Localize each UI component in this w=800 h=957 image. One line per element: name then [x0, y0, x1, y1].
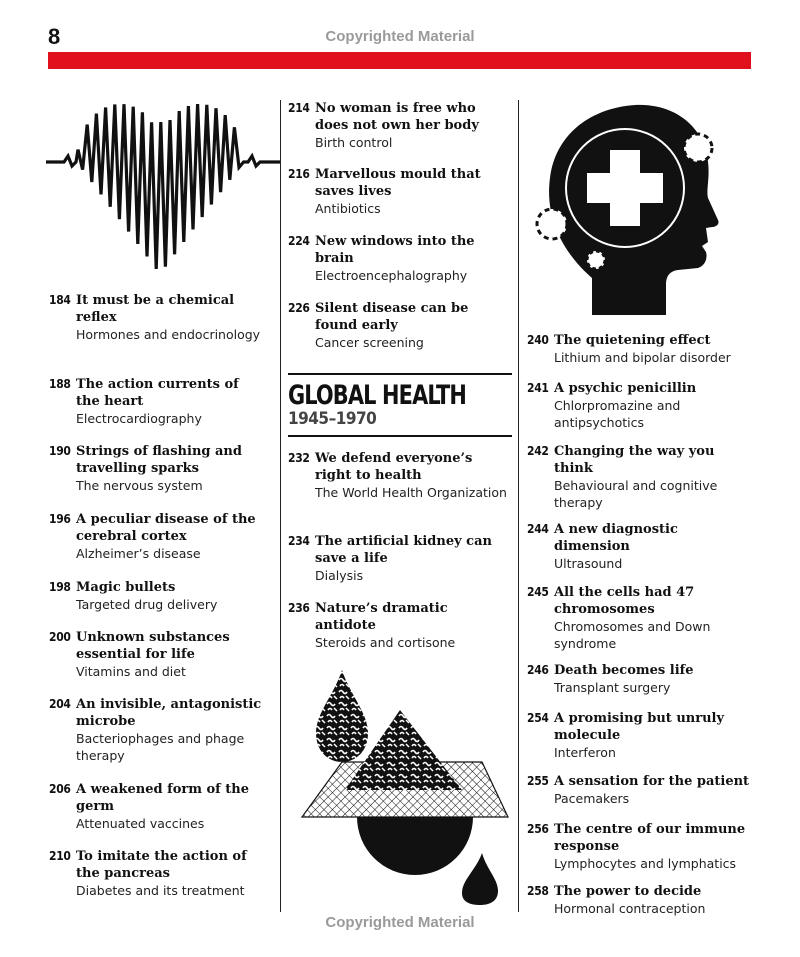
list-item[interactable]	[527, 662, 752, 696]
page-ref-number: 196	[49, 512, 71, 526]
page-ref-number: 242	[527, 444, 549, 458]
entry-subtitle: Transplant surgery	[554, 680, 671, 695]
list-item[interactable]	[527, 521, 752, 572]
list-item[interactable]	[288, 166, 513, 217]
page-ref-number: 234	[288, 534, 310, 548]
page-ref-number: 236	[288, 601, 310, 615]
page-ref-number: 216	[288, 167, 310, 181]
page-ref-number: 204	[49, 697, 71, 711]
list-item[interactable]	[527, 821, 752, 872]
entry-title: An invisible, antagonistic microbe	[76, 697, 262, 729]
entry-subtitle: Alzheimer’s disease	[76, 546, 201, 561]
entry-subtitle: Interferon	[554, 745, 616, 760]
entry-title: A weakened form of the germ	[76, 782, 250, 814]
entry-title: A peculiar disease of the cerebral cortex	[76, 512, 256, 544]
section-years: 1945–1970	[288, 409, 377, 429]
entry-subtitle: Birth control	[315, 135, 393, 150]
entry-subtitle: Chlorpromazine and antipsychotics	[554, 398, 681, 430]
entry-title: A psychic penicillin	[554, 381, 697, 396]
list-item[interactable]	[49, 511, 264, 562]
entry-title: The power to decide	[554, 884, 702, 899]
page-ref-number: 226	[288, 301, 310, 315]
entry-title: Strings of flashing and travelling sparks	[76, 444, 242, 476]
page-ref-number: 190	[49, 444, 71, 458]
entry-title: All the cells had 47 chromosomes	[554, 585, 695, 617]
list-item[interactable]	[527, 380, 752, 431]
entry-subtitle: Chromosomes and Down syndrome	[554, 619, 711, 651]
entry-title: New windows into the brain	[315, 234, 475, 266]
entry-title: It must be a chemical reflex	[76, 293, 235, 325]
head-medical-cross-illustration	[530, 100, 730, 320]
list-item[interactable]	[527, 443, 752, 511]
entry-subtitle: Dialysis	[315, 568, 364, 583]
page-ref-number: 244	[527, 522, 549, 536]
page-ref-number: 245	[527, 585, 549, 599]
page-ref-number: 241	[527, 381, 549, 395]
list-item[interactable]	[288, 533, 513, 584]
page-ref-number: 246	[527, 663, 549, 677]
list-item[interactable]	[527, 883, 752, 917]
list-item[interactable]	[49, 848, 264, 899]
entry-subtitle: Lymphocytes and lymphatics	[554, 856, 737, 871]
list-item[interactable]	[49, 696, 264, 764]
entry-title: The artificial kidney can save a life	[315, 534, 492, 566]
entry-subtitle: Lithium and bipolar disorder	[554, 350, 731, 365]
page-ref-number: 200	[49, 630, 71, 644]
entry-title: Changing the way you think	[554, 444, 715, 476]
entry-title: Unknown substances essential for life	[76, 630, 230, 662]
list-item[interactable]	[288, 450, 513, 501]
page-ref-number: 210	[49, 849, 71, 863]
entry-subtitle: Behavioural and cognitive therapy	[554, 478, 718, 510]
list-item[interactable]	[49, 579, 264, 613]
entry-subtitle: Antibiotics	[315, 201, 381, 216]
page-ref-number: 255	[527, 774, 549, 788]
entry-title: A new diagnostic dimension	[554, 522, 678, 554]
entry-subtitle: Targeted drug delivery	[76, 597, 218, 612]
page-ref-number: 224	[288, 234, 310, 248]
list-item[interactable]	[288, 300, 513, 351]
entry-title: Magic bullets	[76, 580, 176, 595]
list-item[interactable]	[288, 233, 513, 284]
entry-title: Death becomes life	[554, 663, 694, 678]
entry-title: Nature’s dramatic antidote	[315, 601, 448, 633]
entry-title: Marvellous mould that saves lives	[315, 167, 481, 199]
page-ref-number: 256	[527, 822, 549, 836]
entry-title: We defend everyone’s right to health	[315, 451, 473, 483]
entry-title: The quietening effect	[554, 333, 711, 348]
section-rule-bottom	[288, 435, 512, 437]
entry-subtitle: Hormonal contraception	[554, 901, 706, 916]
list-item[interactable]	[49, 781, 264, 832]
entry-title: Silent disease can be found early	[315, 301, 469, 333]
entry-title: No woman is free who does not own her body	[315, 101, 479, 133]
page-ref-number: 198	[49, 580, 71, 594]
page-ref-number: 206	[49, 782, 71, 796]
entry-subtitle: Bacteriophages and phage therapy	[76, 731, 245, 763]
list-item[interactable]	[527, 332, 752, 366]
entry-subtitle: Attenuated vaccines	[76, 816, 205, 831]
entry-title: A sensation for the patient	[554, 774, 750, 789]
page-ref-number: 184	[49, 293, 71, 307]
entry-subtitle: Pacemakers	[554, 791, 630, 806]
list-item[interactable]	[527, 773, 752, 807]
header-red-bar	[48, 52, 751, 69]
page-ref-number: 214	[288, 101, 310, 115]
entry-subtitle: Cancer screening	[315, 335, 424, 350]
list-item[interactable]	[527, 584, 752, 652]
entry-subtitle: Diabetes and its treatment	[76, 883, 245, 898]
list-item[interactable]	[49, 376, 264, 427]
copyright-notice-top: Copyrighted Material	[325, 28, 475, 45]
page-ref-number: 240	[527, 333, 549, 347]
list-item[interactable]	[288, 100, 513, 151]
entry-subtitle: Ultrasound	[554, 556, 623, 571]
drops-pyramid-illustration	[290, 665, 520, 905]
page-ref-number: 232	[288, 451, 310, 465]
page-number: 8	[48, 24, 61, 49]
copyright-notice-bottom: Copyrighted Material	[325, 914, 475, 931]
entry-subtitle: Hormones and endocrinology	[76, 327, 261, 342]
section-rule-top	[288, 373, 512, 375]
page-ref-number: 254	[527, 711, 549, 725]
entry-title: The centre of our immune response	[554, 822, 746, 854]
entry-subtitle: The nervous system	[76, 478, 203, 493]
entry-subtitle: Vitamins and diet	[76, 664, 186, 679]
list-item[interactable]	[49, 629, 264, 680]
entry-title: To imitate the action of the pancreas	[76, 849, 247, 881]
page-ref-number: 188	[49, 377, 71, 391]
list-item[interactable]	[288, 600, 513, 651]
heartbeat-heart-illustration	[44, 96, 284, 276]
entry-title: The action currents of the heart	[76, 377, 239, 409]
list-item[interactable]	[49, 443, 264, 494]
entry-subtitle: The World Health Organization	[315, 485, 507, 500]
list-item[interactable]	[49, 292, 264, 343]
list-item[interactable]	[527, 710, 752, 761]
entry-subtitle: Steroids and cortisone	[315, 635, 456, 650]
entry-title: A promising but unruly molecule	[554, 711, 725, 743]
page-ref-number: 258	[527, 884, 549, 898]
section-title: GLOBAL HEALTH	[288, 380, 466, 411]
entry-subtitle: Electrocardiography	[76, 411, 202, 426]
entry-subtitle: Electroencephalography	[315, 268, 468, 283]
